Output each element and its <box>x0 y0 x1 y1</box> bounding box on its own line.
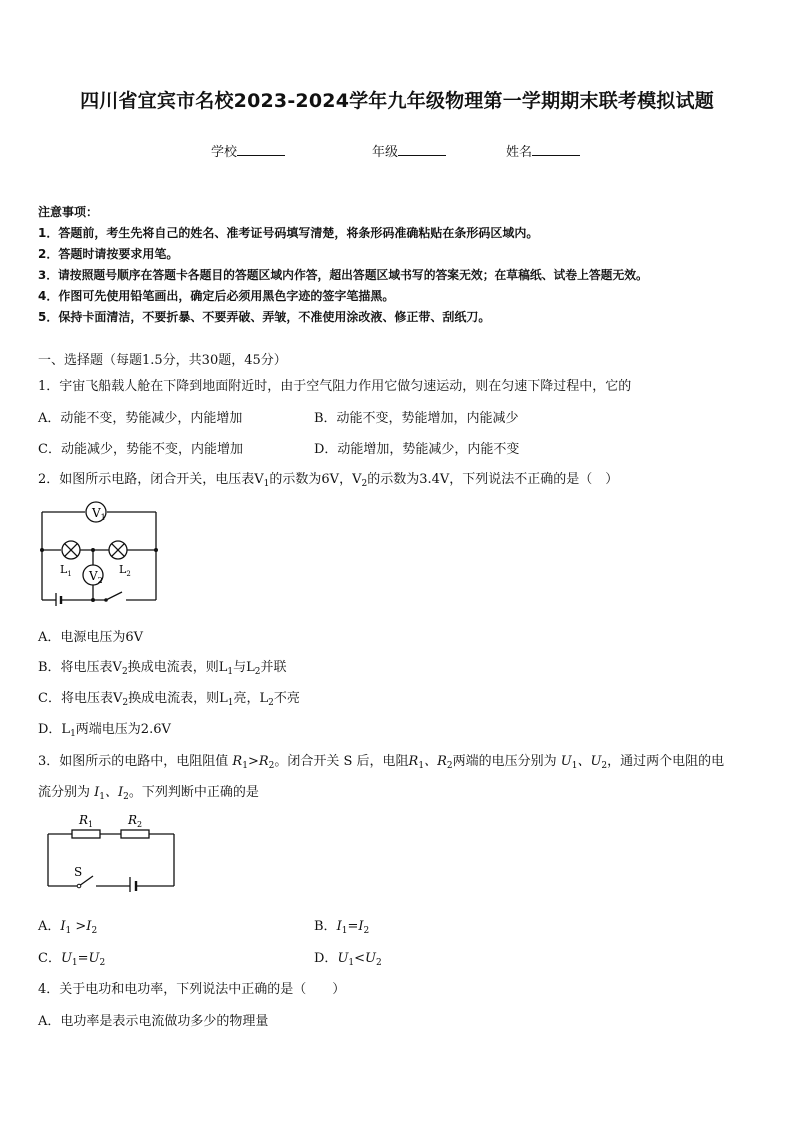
l1-label: $L_1$ <box>60 563 72 578</box>
q2-option-b[interactable] <box>38 656 286 675</box>
q2-sub: 1 <box>227 667 234 677</box>
q3-sub: 1 <box>65 926 72 936</box>
v1-label: $V_1$ <box>92 506 106 522</box>
q3-stem-part: 3．如图所示的电路中，电阻阻值 <box>38 754 233 769</box>
q3-sub: 2 <box>376 958 382 968</box>
q1-option-b[interactable]: B．动能不变，势能增加，内能减少 <box>314 411 519 426</box>
q2-sub: 1 <box>263 479 270 489</box>
q1-stem: 1．宇宙飞船载人舱在下降到地面附近时，由于空气阻力作用它做匀速运动，则在匀速下降过程中，它的 <box>38 379 632 394</box>
grade-field[interactable] <box>372 141 446 160</box>
q3-sub: 2 <box>601 761 608 771</box>
q3-sub: 2 <box>99 958 106 968</box>
notice-item: 4．作图可先使用铅笔画出，确定后必须用黑色字迹的签字笔描黑。 <box>38 289 395 303</box>
q2-d-part: 两端电压为2.6V <box>75 722 171 737</box>
q2-sub: 1 <box>227 698 234 708</box>
q2-option-c[interactable] <box>38 687 300 706</box>
q2-sub: 2 <box>121 667 128 677</box>
q3-b-part: =I <box>347 919 364 934</box>
q2-b-part: 与L <box>233 660 255 675</box>
q3-c-part: U <box>60 951 72 966</box>
q2-sub: 2 <box>254 667 261 677</box>
q2-c-part: 换成电流表，则L <box>128 691 228 706</box>
q3-sub: 2 <box>123 792 129 802</box>
v2-label: $V_2$ <box>89 569 103 585</box>
q3-sub: 2 <box>446 761 453 771</box>
q3-stem-part: R <box>232 754 243 769</box>
grade-blank[interactable] <box>398 143 446 156</box>
l2-label: $L_2$ <box>119 563 131 578</box>
q3-stem-part: 、I <box>105 785 124 800</box>
q2-c-part: 亮，L <box>233 691 269 706</box>
q3-sub: 1 <box>341 926 348 936</box>
q3-stem-line1 <box>38 750 724 769</box>
q3-sub: 1 <box>348 958 355 968</box>
switch-label: S <box>74 865 83 879</box>
q3-option-a[interactable] <box>38 915 97 934</box>
q3-option-b[interactable] <box>314 915 369 934</box>
q3-sub: 2 <box>268 761 275 771</box>
q3-sub: 1 <box>71 958 78 968</box>
q1-option-d[interactable]: D．动能增加，势能减少，内能不变 <box>314 442 520 457</box>
notice-item: 2．答题时请按要求用笔。 <box>38 247 179 261</box>
q3-stem-part: 、R <box>424 754 447 769</box>
q2-b-part: B．将电压表V <box>38 660 122 675</box>
q2-stem-part: 2．如图所示电路，闭合开关，电压表V <box>38 472 264 487</box>
q3-b-part: I <box>336 919 342 934</box>
q3-sub: 1 <box>571 761 578 771</box>
q2-stem <box>38 468 618 487</box>
q3-stem-part: I <box>94 785 100 800</box>
q2-sub: 1 <box>70 729 76 739</box>
grade-label: 年级 <box>372 145 399 160</box>
q3-sub: 2 <box>91 926 98 936</box>
notice-heading: 注意事项： <box>38 205 99 219</box>
q2-d-part: D．L <box>38 722 71 737</box>
q2-sub: 2 <box>361 479 368 489</box>
q3-stem-part: R <box>408 754 419 769</box>
q2-sub: 2 <box>268 698 274 708</box>
q2-sub: 2 <box>122 698 129 708</box>
q3-a-part: A． <box>38 919 61 934</box>
school-blank[interactable] <box>237 143 285 156</box>
q3-stem-line2 <box>38 781 259 800</box>
q3-sub: 1 <box>418 761 425 771</box>
q1-option-c[interactable]: C．动能减少，势能不变，内能增加 <box>38 442 243 457</box>
name-blank[interactable] <box>532 143 580 156</box>
school-field[interactable] <box>211 141 285 160</box>
q3-d-part: U <box>337 951 349 966</box>
q3-sub: 1 <box>242 761 248 771</box>
section-heading: 一、选择题（每题1.5分，共30题，45分） <box>38 353 287 368</box>
q3-option-d[interactable] <box>314 947 382 966</box>
q3-stem-part: 、U <box>577 754 602 769</box>
q2-option-a[interactable]: A．电源电压为6V <box>38 630 144 645</box>
q3-d-part: <U <box>354 951 376 966</box>
q2-stem-part: 的示数为6V，V <box>269 472 362 487</box>
q2-stem-part: 的示数为3.4V，下列说法不正确的是（ ） <box>367 472 619 487</box>
notice-item: 3．请按照题号顺序在答题卡各题目的答题区域内作答，超出答题区域书写的答案无效；在草稿纸、试卷上答题无效。 <box>38 268 648 282</box>
school-label: 学校 <box>211 145 238 160</box>
q2-c-part: C．将电压表V <box>38 691 123 706</box>
q3-stem-part: ，通过两个电阻的电 <box>607 754 725 769</box>
q2-c-part: 不亮 <box>273 691 300 706</box>
q3-a-part: I <box>60 919 66 934</box>
page-title: 四川省宜宾市名校2023-2024学年九年级物理第一学期期末联考模拟试题 <box>80 90 714 112</box>
q3-d-part: D． <box>314 951 338 966</box>
q3-sub: 1 <box>99 792 106 802</box>
q3-stem-part: >R <box>247 754 269 769</box>
q2-option-d[interactable] <box>38 718 171 737</box>
q2-b-part: 并联 <box>260 660 287 675</box>
name-label: 姓名 <box>506 145 533 160</box>
q3-c-part: =U <box>77 951 100 966</box>
q1-option-a[interactable]: A．动能不变，势能减少，内能增加 <box>38 411 243 426</box>
q3-a-part: >I <box>71 919 92 934</box>
q2-circuit-diagram <box>36 498 161 606</box>
q3-sub: 2 <box>363 926 370 936</box>
q3-stem-part: 。闭合开关 S 后，电阻 <box>274 754 409 769</box>
q4-stem: 4．关于电功和电功率，下列说法中正确的是（ ） <box>38 982 346 997</box>
notice-item: 1．答题前，考生先将自己的姓名、准考证号码填写清楚，将条形码准确粘贴在条形码区域内。 <box>38 226 539 240</box>
q3-c-part: C． <box>38 951 61 966</box>
q3-stem-part: 两端的电压分别为 <box>452 754 561 769</box>
q4-option-a[interactable]: A．电功率是表示电流做功多少的物理量 <box>38 1014 269 1029</box>
notice-item: 5．保持卡面清洁，不要折暴、不要弄破、弄皱，不准使用涂改液、修正带、刮纸刀。 <box>38 310 491 324</box>
r2-label: $R_2$ <box>128 813 143 829</box>
q3-option-c[interactable] <box>38 947 105 966</box>
r1-label: $R_1$ <box>79 813 94 829</box>
q3-stem-part: 流分别为 <box>38 785 95 800</box>
q3-stem-part: 。下列判断中正确的是 <box>128 785 259 800</box>
q3-circuit-diagram <box>42 810 182 892</box>
q2-b-part: 换成电流表，则L <box>127 660 228 675</box>
q3-b-part: B． <box>314 919 337 934</box>
name-field[interactable] <box>506 141 580 160</box>
q3-stem-part: U <box>560 754 572 769</box>
